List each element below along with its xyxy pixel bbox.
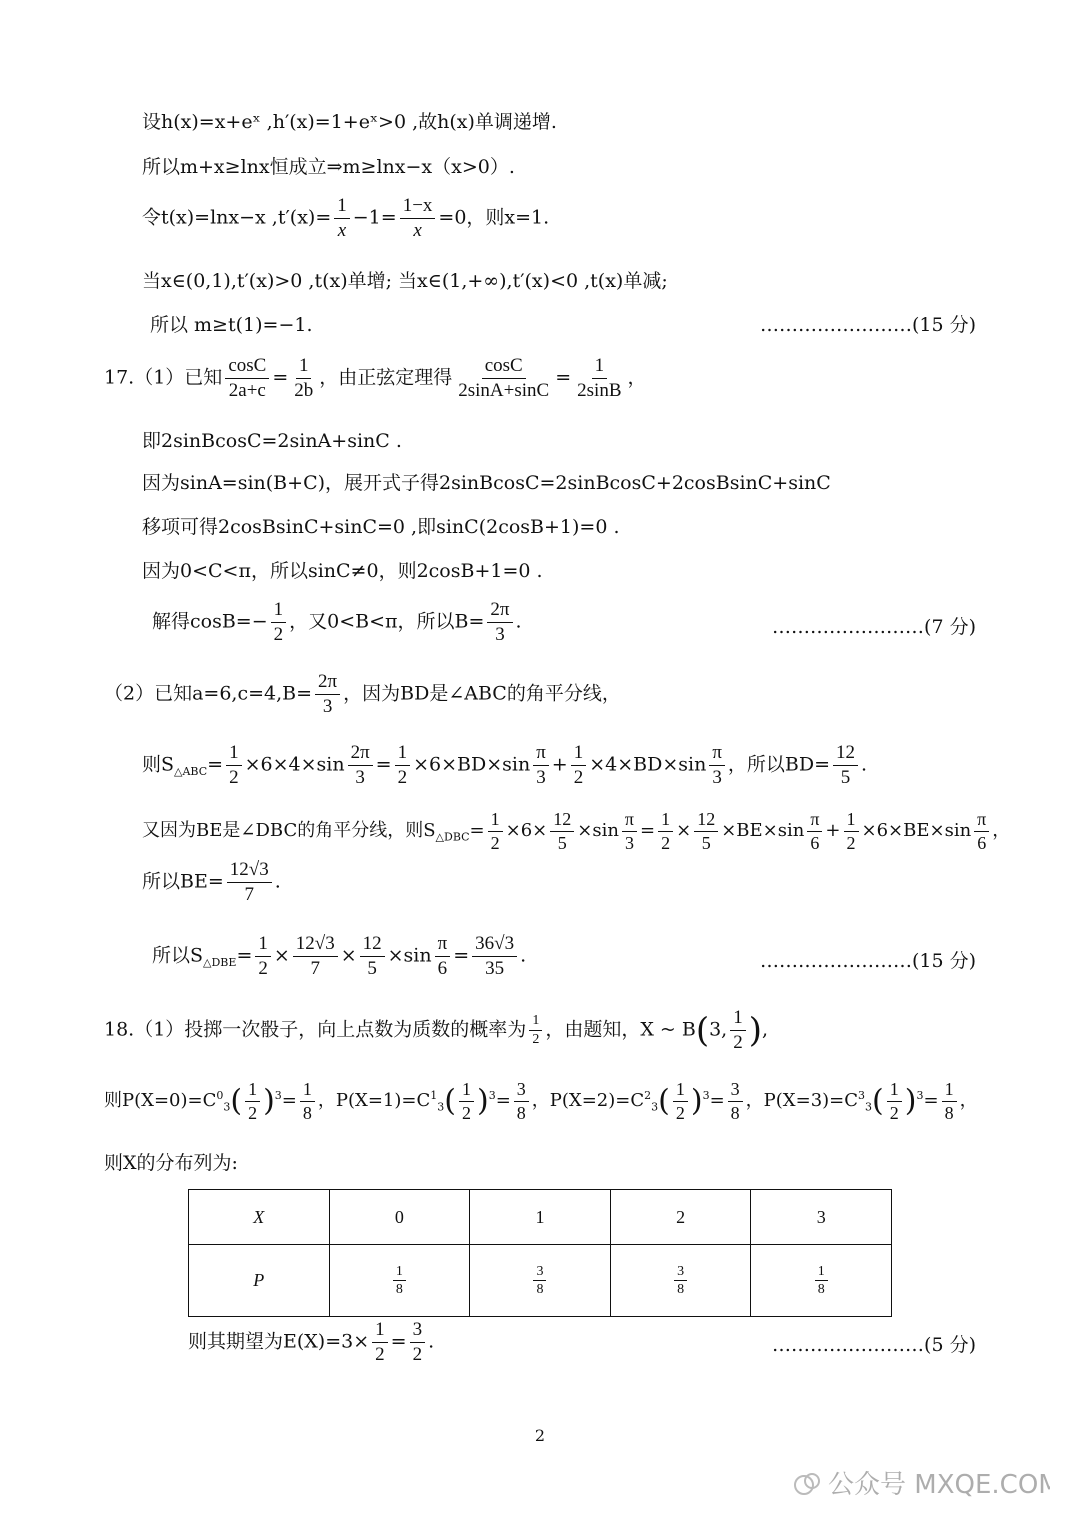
fraction: $\frac{1}{2}$ [730,1006,746,1055]
fraction: $\frac{1}{8}$ [942,1078,957,1124]
text-segment: . [515,610,522,633]
score-marker: ……………………(15 分) [759,950,976,972]
text-line: 因为sinA=sin(B+C)，展开式子得2sinBcosC=2sinBcosC+2cosBsinC+sinC [142,472,831,494]
fraction: $\frac{2\pi}{3}$ [487,598,512,647]
table-cell: $\frac{1}{8}$ [751,1245,892,1317]
fraction: $\frac{12√3}{7}$ [293,932,338,981]
fraction: $\frac{36√3}{35}$ [472,932,517,981]
fraction: $\frac{12}{5}$ [833,741,858,790]
fraction: $\frac{1}{2}$ [255,932,271,981]
fraction: $\frac{\pi}{6}$ [974,808,989,854]
fraction: $\frac{\pi}{3}$ [622,808,637,854]
text-line: 当x∈(0,1),t′(x)>0 ,t(x)单增; 当x∈(1,+∞),t′(x)<0 ,t(x)单减; [142,270,668,292]
fraction: $\frac{12}{5}$ [360,932,385,981]
table-cell: P [189,1245,330,1317]
fraction: $\frac{2\pi}{3}$ [315,670,340,719]
table-row [189,1190,892,1245]
score-marker: ……………………(5 分) [772,1334,976,1356]
fraction: $\frac{1}{2}$ [673,1078,688,1124]
text-line [142,194,549,243]
watermark-text: 公众号 MXQE.COM [828,1470,1050,1500]
fraction: $\frac{1}{2\sin B}$ [577,355,622,401]
text-line: 所以 m≥t(1)=−1. [150,314,313,336]
table-cell: X [189,1190,330,1245]
text-line: 所以$S_{\triangle DBE}=$ $\frac{1}{2}$ × $\frac{12√3}{7}$ × $\frac{12}{5}$ ×sin $\frac{\pi}{6}$ = $\frac{36√3}{35}$ . [152,933,527,979]
fraction: $\frac{1-x}{x}$ [400,194,436,243]
text-segment: = [555,366,572,389]
fraction: $\frac{1}{2}$ [271,598,287,647]
text-line: 则X的分布列为: [104,1152,238,1174]
text-segment: ，又0<B<π，所以B= [289,610,485,633]
text-line: 又因为BE是∠DBC的角平分线，则$S_{\triangle DBC}=$ $\frac{1}{2}$ ×6× $\frac{12}{5}$ ×sin $\frac{\pi}{3}$ = $\frac{1}{2}$ × $\frac{12}{5}$ ×BE×sin $\frac{\pi}{6}$ + $\frac{1}{2}$ ×6×BE×sin $\frac{\pi}{6}$ ， [142,809,1011,853]
distribution-table [188,1189,892,1317]
text-segment: 令t(x)=lnx−x ,t′(x)= [142,206,332,229]
table-cell: 3 [751,1190,892,1245]
text-line: 即2sinBcosC=2sinA+sinC . [142,430,402,452]
fraction: $\frac{\cos C}{2a+c}$ [225,354,269,403]
fraction: $\frac{\pi}{3}$ [533,741,549,790]
text-segment: 17.（1）已知 [104,366,223,389]
fraction: $\frac{1}{8}$ [300,1078,315,1124]
fraction: $\frac{2\pi}{3}$ [348,741,373,790]
text-segment: ，由正弦定理得 [319,366,453,389]
fraction: $\frac{\pi}{6}$ [435,932,451,981]
text-line [152,598,522,647]
table-row [189,1245,892,1317]
text-line: 则$P(X=0)=C^0_3$( $\frac{1}{2}$ )$^3$= $\frac{1}{8}$ ，$P(X=1)=C^1_3$( $\frac{1}{2}$ )$^3$= $\frac{3}{8}$ ，$P(X=2)=C^2_3$( $\frac{1}{2}$ )$^3$= $\frac{3}{8}$ ，$P(X=3)=C^3_3$( $\frac{1}{2}$ )$^3$= $\frac{1}{8}$ ， [104,1079,978,1123]
table-cell: $\frac{3}{8}$ [610,1245,751,1317]
fraction: $\frac{\pi}{3}$ [709,741,725,790]
fraction: $\frac{\cos C}{2\sin A+\sin C}$ [458,355,550,401]
fraction: $\frac{1}{2}$ [529,1012,542,1048]
fraction: $\frac{1}{2}$ [571,741,587,790]
text-line: 18.（1）投掷一次骰子，向上点数为质数的概率为 $\frac{1}{2}$ ，由题知，X ~ B(3, $\frac{1}{2}$ ), [104,1007,769,1053]
watermark [790,1443,1050,1513]
watermark-logo-icon [790,1443,1050,1513]
fraction: $\frac{3}{8}$ [514,1078,529,1124]
text-line: 设h(x)=x+eˣ ,h′(x)=1+eˣ>0 ,故h(x)单调递增. [142,111,557,133]
fraction: $\frac{1}{2b}$ [294,355,314,401]
page-number: 2 [534,1426,546,1445]
fraction: $\frac{\pi}{6}$ [807,808,822,854]
fraction: $\frac{12√3}{7}$ [227,858,272,907]
text-segment: ，因为BD是∠ABC的角平分线， [343,682,621,705]
fraction: $\frac{1}{2}$ [372,1318,388,1367]
text-segment: 解得cosB=− [152,610,268,633]
text-line: 因为0<C<π，所以sinC≠0，则2cosB+1=0 . [142,560,543,582]
score-marker: ……………………(15 分) [759,314,976,336]
fraction: $\frac{1}{2}$ [459,1078,474,1124]
table-cell: $\frac{1}{8}$ [329,1245,470,1317]
table-cell: 2 [610,1190,751,1245]
fraction: $\frac{1}{x}$ [334,194,350,243]
fraction: $\frac{1}{2}$ [844,808,859,854]
table-cell: 1 [470,1190,611,1245]
table-cell: $\frac{3}{8}$ [470,1245,611,1317]
text-line [104,670,621,719]
fraction: $\frac{1}{2}$ [395,741,411,790]
text-line: 移项可得2cosBsinC+sinC=0 ,即sinC(2cosB+1)=0 . [142,516,620,538]
fraction: $\frac{1}{2}$ [245,1078,260,1124]
score-marker: ……………………(7 分) [772,616,976,638]
table-cell: 0 [329,1190,470,1245]
text-segment: ， [627,366,647,389]
text-line [104,354,647,403]
fraction: $\frac{1}{2}$ [226,741,242,790]
fraction: $\frac{1}{2}$ [658,808,673,854]
fraction: $\frac{3}{2}$ [410,1318,426,1367]
text-segment: （2）已知a=6,c=4,B= [104,682,313,705]
text-line: 所以BE= $\frac{12√3}{7}$ . [142,859,281,905]
text-segment: = [272,366,289,389]
text-line: 则$S_{\triangle ABC}=$ $\frac{1}{2}$ ×6×4×sin $\frac{2\pi}{3}$ = $\frac{1}{2}$ ×6×BD×sin $\frac{\pi}{3}$ + $\frac{1}{2}$ ×4×BD×sin $\frac{\pi}{3}$ ，所以BD= $\frac{12}{5}$ . [142,742,868,788]
text-segment: −1= [352,206,397,229]
fraction: $\frac{3}{8}$ [728,1078,743,1124]
fraction: $\frac{1}{2}$ [887,1078,902,1124]
text-line: 所以m+x≥lnx恒成立⇒m≥lnx−x（x>0）. [142,156,515,178]
fraction: $\frac{1}{2}$ [488,808,503,854]
fraction: $\frac{12}{5}$ [550,808,574,854]
fraction: $\frac{12}{5}$ [694,808,718,854]
text-line: 则其期望为E(X)=3× $\frac{1}{2}$ = $\frac{3}{2}$ . [188,1319,435,1365]
text-segment: =0，则x=1. [438,206,550,229]
